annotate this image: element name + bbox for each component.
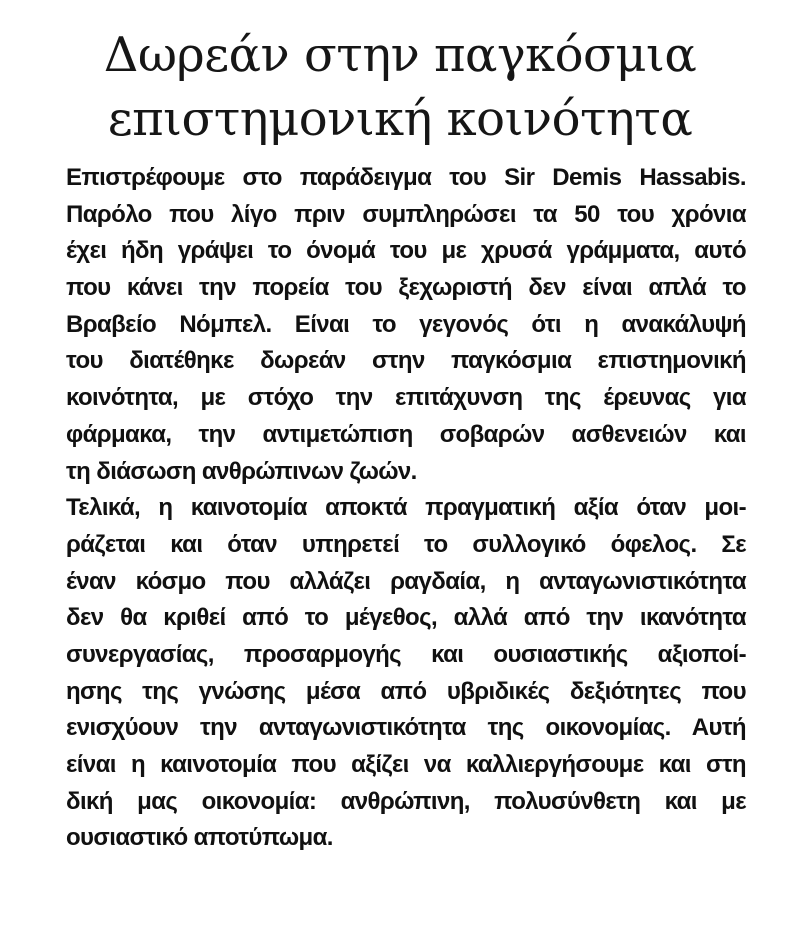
paragraph-1-line: έχει ήδη γράψει το όνομά του με χρυσά γράμματα, αυτό [66, 237, 746, 265]
paragraph-2-line: δεν θα κριθεί από το μέγεθος, αλλά από την ικανότητα [66, 604, 746, 632]
paragraph-2-line: συνεργασίας, προσαρμογής και ουσιαστικής αξιοποί- [66, 640, 746, 668]
headline-line-2: επιστημονική κοινότητα [107, 91, 693, 147]
paragraph-2-line: ενισχύουν την ανταγωνιστικότητα της οικονομίας. Αυτή [66, 714, 746, 742]
paragraph-2-line: Τελικά, η καινοτομία αποκτά πραγματική αξία όταν μοι- [66, 494, 746, 522]
paragraph-1-line: Επιστρέφουμε στο παράδειγμα του Sir Demis Hassabis. [66, 164, 746, 191]
article-body [66, 160, 746, 857]
paragraph-1-line: τη διάσωση ανθρώπινων ζωών. [66, 457, 417, 485]
paragraph-1-line: που κάνει την πορεία του ξεχωριστή δεν είναι απλά το [66, 274, 746, 302]
paragraph-2-line: είναι η καινοτομία που αξίζει να καλλιεργήσουμε και στη [66, 751, 746, 778]
paragraph-2-line: έναν κόσμο που αλλάζει ραγδαία, η ανταγωνιστικότητα [66, 567, 746, 595]
headline-line-1: Δωρεάν στην παγκόσμια [103, 27, 697, 83]
paragraph-1-line: φάρμακα, την αντιμετώπιση σοβαρών ασθενειών και [66, 420, 746, 448]
paragraph-2-line: ησης της γνώσης μέσα από υβριδικές δεξιότητες που [66, 677, 746, 705]
paragraph-1-line: Βραβείο Νόμπελ. Είναι το γεγονός ότι η ανακάλυψή [66, 310, 746, 338]
paragraph-2-line: ράζεται και όταν υπηρετεί το συλλογικό όφελος. Σε [66, 530, 746, 558]
paragraph-2-line: δική μας οικονομία: ανθρώπινη, πολυσύνθετη και με [66, 787, 746, 815]
paragraph-1-line: Παρόλο που λίγο πριν συμπληρώσει τα 50 του χρόνια [66, 200, 746, 228]
paragraph-2-line: ουσιαστικό αποτύπωμα. [66, 824, 333, 852]
paragraph-1-line: του διατέθηκε δωρεάν στην παγκόσμια επιστημονική [66, 347, 746, 375]
paragraph-1-line: κοινότητα, με στόχο την επιτάχυνση της έρευνας για [66, 384, 746, 412]
